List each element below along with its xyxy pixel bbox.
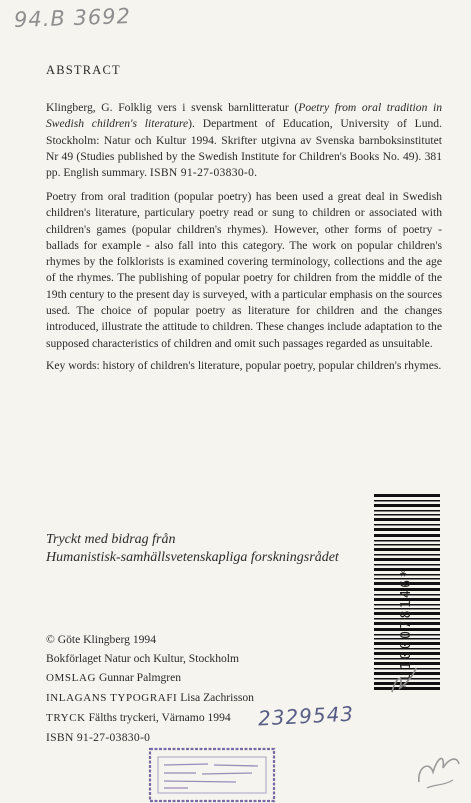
citation-text-2: ). Department of Education, University of Lund. Stockholm: Natur och Kultur 1994. Skrifter utgivna av Svenska barnboksinstitutet Nr 49 (Studies published by the Swedish Institute for Children's Books No. 49). 381 pp. English summary. bbox=[46, 117, 442, 180]
cover-value: Gunnar Palmgren bbox=[98, 671, 182, 684]
citation-english-title: Poetry from oral tradition in Swedish children's literature bbox=[46, 101, 443, 131]
bibliographic-citation bbox=[46, 100, 442, 181]
barcode-number: *U100078146* bbox=[399, 567, 414, 690]
grant-line-1: Tryckt med bidrag från bbox=[46, 532, 176, 547]
grant-statement bbox=[46, 531, 339, 567]
keywords: Key words: history of children's literature, popular poetry, popular children's rhymes. bbox=[46, 359, 442, 372]
imprint-credits bbox=[46, 630, 254, 747]
publisher-line: Bokförlaget Natur och Kultur, Stockholm bbox=[46, 652, 240, 665]
copyright-line: © Göte Klingberg 1994 bbox=[46, 633, 157, 646]
handwritten-shelfmark: 94.B 3692 bbox=[13, 3, 132, 33]
citation-text-1: Klingberg, G. Folklig vers i svensk barnlitteratur ( bbox=[46, 101, 299, 114]
library-stamp bbox=[148, 741, 278, 803]
print-label: TRYCK bbox=[46, 712, 86, 724]
handwritten-accession-number: 2329543 bbox=[257, 701, 355, 731]
abstract-heading: ABSTRACT bbox=[46, 63, 121, 77]
typography-value: Lisa Zachrisson bbox=[180, 691, 254, 704]
imprint-isbn: ISBN 91-27-03830-0 bbox=[46, 731, 151, 744]
print-credit bbox=[46, 708, 254, 728]
citation-isbn: ISBN 91-27-03830-0. bbox=[149, 166, 258, 180]
cover-credit bbox=[46, 668, 254, 688]
abstract-body: Poetry from oral tradition (popular poetry) has been used a great deal in Swedish children's literature, particulary poetry read or sung to children or associated with children's games (popular children's rhymes). However, other forms of poetry - ballads for example - also fall into this category. The work on popular children's rhymes by the folklorists is examined covering terminology, collections and the age of the rhymes. The publishing of popular poetry for children from the middle of the 19th century to the present day is surveyed, with a particular emphasis on the sources used. The choice of popular poetry as literature for children and the changes introduced, illustrate the attitude to children. These changes include adaptation to the supposed characteristics of children and omit such passages regarded as unsuitable. bbox=[46, 190, 442, 350]
typography-label: INLAGANS TYPOGRAFI bbox=[46, 692, 178, 704]
grant-line-2: Humanistisk-samhällsvetenskapliga forskningsrådet bbox=[46, 550, 339, 565]
pencil-signature bbox=[413, 744, 463, 794]
cover-label: OMSLAG bbox=[46, 672, 97, 684]
print-value: Fälths tryckeri, Värnamo 1994 bbox=[88, 711, 231, 724]
typography-credit bbox=[46, 688, 254, 708]
pencil-mark bbox=[386, 662, 426, 702]
